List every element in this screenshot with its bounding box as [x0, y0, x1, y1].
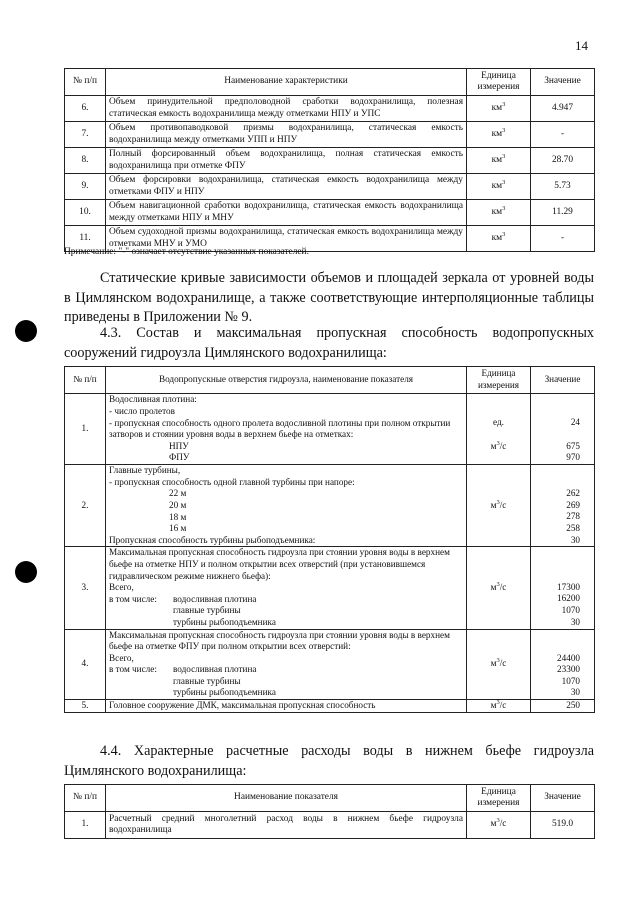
- row-value: 28.70: [531, 148, 595, 174]
- punch-hole: [15, 320, 37, 342]
- table-row: [65, 122, 595, 148]
- row-desc: Полный форсированный объем водохранилища, полная статическая емкость водохранилища при отметке ФПУ: [106, 148, 467, 174]
- row-desc: Объем противопаводковой призмы водохранилища, статическая емкость водохранилища между отметками УПП и НПУ: [106, 122, 467, 148]
- table-row: [65, 200, 595, 226]
- row-unit: $км^3$: [467, 148, 531, 174]
- reservoir-characteristics-table: [64, 68, 595, 252]
- table-row: [65, 174, 595, 200]
- row-unit: $км^3$: [467, 122, 531, 148]
- table-row: [65, 96, 595, 122]
- row-num: 3.: [65, 547, 106, 629]
- row-value: 24400 23300 1070 30: [531, 629, 595, 700]
- col-header-name: Наименование характеристики: [106, 69, 467, 96]
- table-row: [65, 148, 595, 174]
- row-value: 17300 16200 1070 30: [531, 547, 595, 629]
- table-row: [65, 394, 595, 465]
- col-header-name: Наименование показателя: [106, 785, 467, 812]
- row-desc: Объем принудительной предполоводной сработки водохранилища, полезная статическая емкость водохранилища между отметками НПУ и УПС: [106, 96, 467, 122]
- punch-hole: [15, 561, 37, 583]
- row-unit: $км^3$: [467, 174, 531, 200]
- table-row: [65, 547, 595, 629]
- row-desc: Головное сооружение ДМК, максимальная пропускная способность: [106, 700, 467, 713]
- row-num: 8.: [65, 148, 106, 174]
- row-desc: Объем форсировки водохранилища, статическая емкость водохранилища между отметками ФПУ и НПУ: [106, 174, 467, 200]
- row-num: 7.: [65, 122, 106, 148]
- col-header-num: № п/п: [65, 69, 106, 96]
- paragraph-static-curves: Статические кривые зависимости объемов и площадей зеркала от уровней воды в Цимлянском водохранилище, а также соответствующие интерполяционные таблицы приведены в Приложении № 9.: [64, 270, 594, 325]
- row-unit: $км^3$: [467, 226, 531, 252]
- spillway-structures-table: [64, 366, 595, 713]
- row-desc: Объем судоходной призмы водохранилища, статическая емкость водохранилища между отметками МНУ и УМО: [106, 226, 467, 252]
- col-header-name: Водопропускные отверстия гидроузла, наименование показателя: [106, 367, 467, 394]
- col-header-unit: Единица измерения: [467, 69, 531, 96]
- row-desc: Объем навигационной сработки водохранилища, статическая емкость водохранилища между отметками НПУ и МНУ: [106, 200, 467, 226]
- row-value: 4.947: [531, 96, 595, 122]
- row-unit: $м^3/с$: [467, 629, 531, 700]
- table-row: [65, 629, 595, 700]
- col-header-unit: Единица измерения: [467, 785, 531, 812]
- design-discharge-table: [64, 784, 595, 839]
- row-value: 250: [531, 700, 595, 713]
- row-num: 11.: [65, 226, 106, 252]
- row-unit: $км^3$: [467, 200, 531, 226]
- col-header-value: Значение: [531, 785, 595, 812]
- section-heading-4-3: 4.3. Состав и максимальная пропускная способность водопропускных сооружений гидроузла Цимлянского водохранилища:: [64, 325, 594, 361]
- row-desc: Максимальная пропускная способность гидроузла при стоянии уровня воды в верхнем бьефе на отметке ФПУ при полном открытии всех отверстий: Всего, в том числе: водосливная плотина главные турбины турбины рыбоподъемника: [106, 629, 467, 700]
- table-note: Примечание: "-" означает отсутствие указанных показателей.: [64, 247, 309, 257]
- row-desc: Расчетный средний многолетний расход воды в нижнем бьефе гидроузла водохранилища: [106, 812, 467, 839]
- table-row: [65, 812, 595, 839]
- section-heading-4-4: 4.4. Характерные расчетные расходы воды в нижнем бьефе гидроузла Цимлянского водохранилища:: [64, 743, 594, 779]
- row-num: 4.: [65, 629, 106, 700]
- row-unit: $км^3$: [467, 96, 531, 122]
- row-value: 5.73: [531, 174, 595, 200]
- row-num: 1.: [65, 394, 106, 465]
- row-num: 6.: [65, 96, 106, 122]
- row-unit: $м^3/с$: [467, 700, 531, 713]
- row-num: 1.: [65, 812, 106, 839]
- table-row: [65, 700, 595, 713]
- col-header-unit: Единица измерения: [467, 367, 531, 394]
- col-header-num: № п/п: [65, 367, 106, 394]
- row-unit: $м^3/с$: [467, 812, 531, 839]
- row-desc: Водосливная плотина: - число пролетов - пропускная способность одного пролета водосливной плотины при полном открытии затворов и стоянии уровня воды в верхнем бьефе на отметках: НПУ ФПУ: [106, 394, 467, 465]
- row-value: 519.0: [531, 812, 595, 839]
- col-header-value: Значение: [531, 367, 595, 394]
- row-value: 262 269 278 258 30: [531, 465, 595, 547]
- row-desc: Максимальная пропускная способность гидроузла при стоянии уровня воды в верхнем бьефе на отметке НПУ и полном открытии всех отверстий (при установившемся гидравлическом режиме нижнего бьефа): Всего, в том числе: водосливная плотина главные турбины турбины рыбоподъемника: [106, 547, 467, 629]
- row-num: 2.: [65, 465, 106, 547]
- row-num: 10.: [65, 200, 106, 226]
- page-number: 14: [575, 38, 588, 53]
- row-value: -: [531, 226, 595, 252]
- row-unit: $м^3/с$: [467, 465, 531, 547]
- table-row: [65, 465, 595, 547]
- row-desc: Главные турбины, - пропускная способность одной главной турбины при напоре: 22 м 20 м 18 м 16 м Пропускная способность турбины рыбоподъемника:: [106, 465, 467, 547]
- row-num: 9.: [65, 174, 106, 200]
- col-header-value: Значение: [531, 69, 595, 96]
- row-unit: $м^3/с$: [467, 547, 531, 629]
- row-value: -: [531, 122, 595, 148]
- row-value: 11.29: [531, 200, 595, 226]
- row-unit: ед. $м^3/с$: [467, 394, 531, 465]
- col-header-num: № п/п: [65, 785, 106, 812]
- row-num: 5.: [65, 700, 106, 713]
- row-value: 24 675 970: [531, 394, 595, 465]
